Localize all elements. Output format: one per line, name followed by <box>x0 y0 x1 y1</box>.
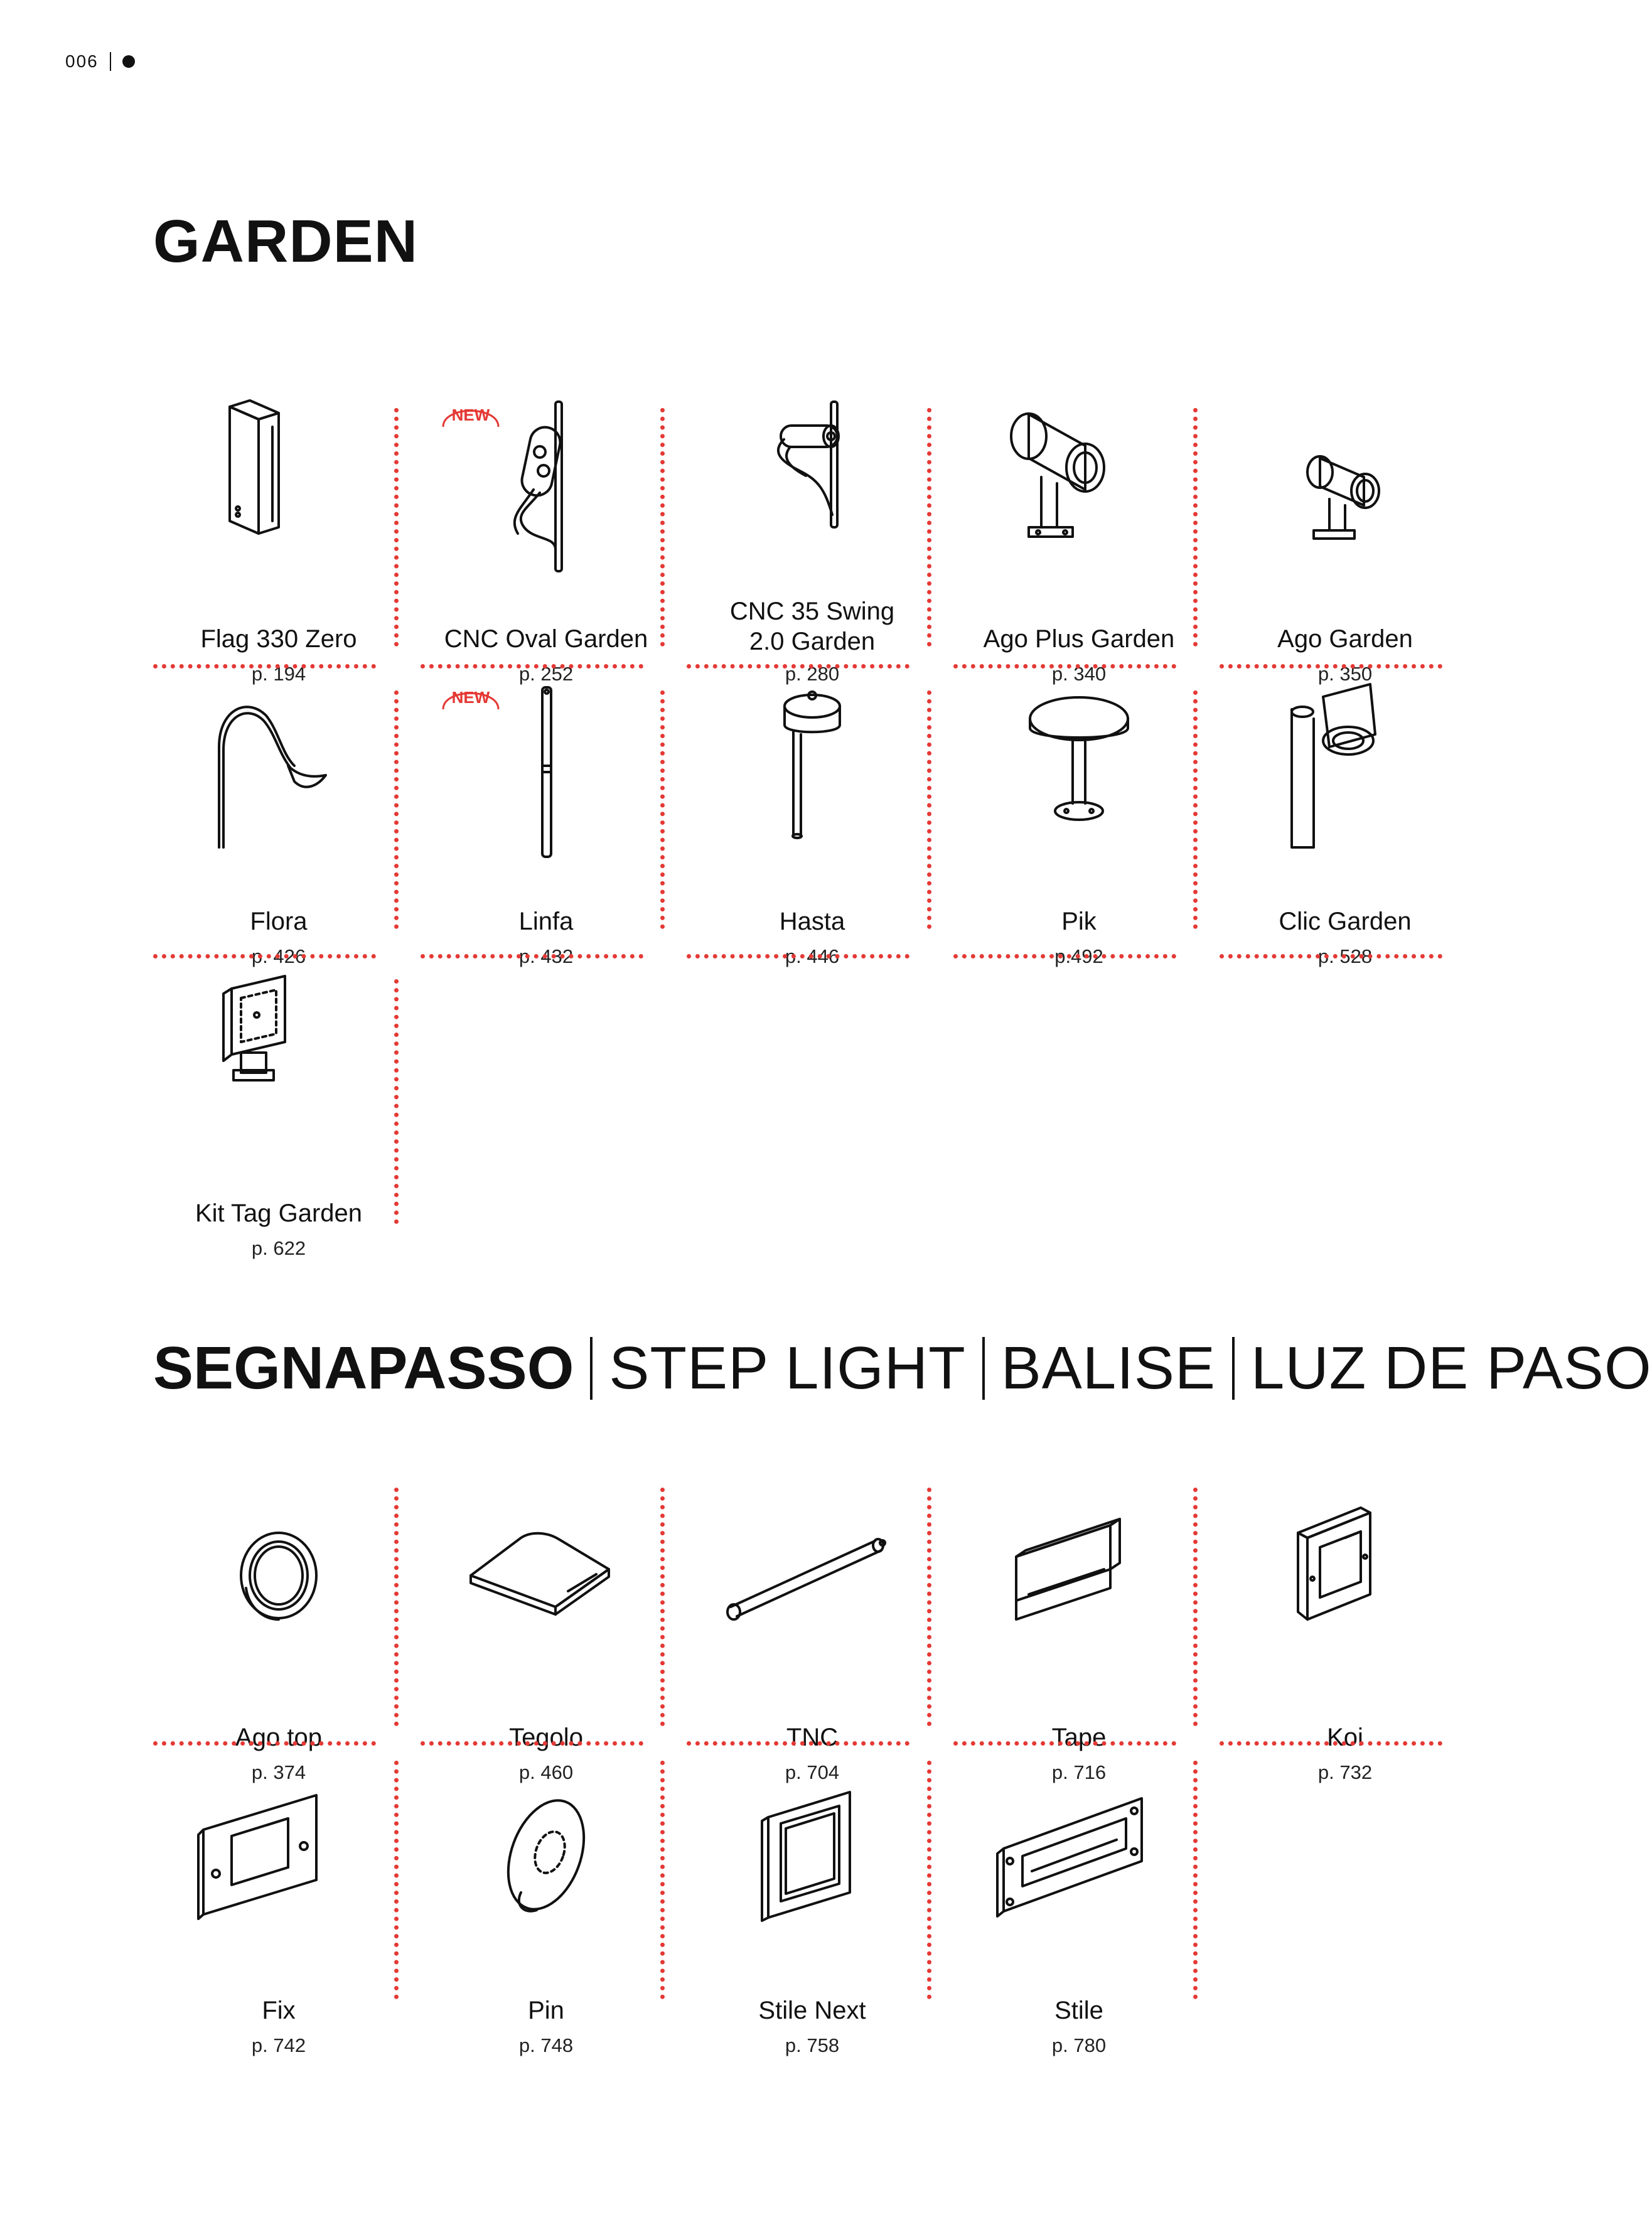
dotted-divider-horizontal <box>953 1741 1176 1746</box>
product-name: Flag 330 Zero <box>200 625 357 653</box>
page-number-divider <box>110 52 111 71</box>
dotted-divider-vertical <box>1193 1761 1198 1999</box>
cylinder-spot-large-icon <box>953 389 1204 577</box>
product-page-ref[interactable]: p. 280 <box>785 663 840 685</box>
product-card[interactable] <box>421 1488 672 1783</box>
product-page-ref[interactable]: p. 446 <box>785 945 840 967</box>
dotted-divider-vertical <box>660 1488 665 1726</box>
product-name: Hasta <box>779 908 845 935</box>
dotted-divider-horizontal <box>153 1741 376 1746</box>
product-card[interactable] <box>153 1488 404 1783</box>
product-page-ref[interactable]: p. 716 <box>1051 1761 1107 1783</box>
product-name: Pik <box>1061 908 1097 935</box>
product-card[interactable] <box>153 1761 404 2056</box>
product-name: Clic Garden <box>1279 908 1412 935</box>
product-page-ref[interactable]: p. 622 <box>251 1237 306 1259</box>
product-name: Koi <box>1327 1724 1363 1751</box>
square-sign-lamp-icon <box>153 964 404 1152</box>
product-page-ref[interactable]: p. 432 <box>518 945 574 967</box>
square-frame-light-icon <box>687 1761 938 1949</box>
dotted-divider-horizontal <box>953 954 1176 958</box>
new-badge <box>439 677 502 714</box>
product-page-ref[interactable]: p. 194 <box>251 663 306 685</box>
cylinder-spot-small-icon <box>1220 389 1471 577</box>
round-recessed-icon <box>153 1488 404 1676</box>
product-page-ref[interactable]: p. 528 <box>1317 945 1373 967</box>
product-card[interactable] <box>687 1761 938 2056</box>
product-card[interactable] <box>953 672 1204 967</box>
product-page-ref[interactable]: p. 340 <box>1051 663 1107 685</box>
dotted-divider-horizontal <box>1220 954 1442 958</box>
product-name: Linfa <box>518 908 574 935</box>
steplight-title-fr: BALISE <box>1000 1334 1216 1402</box>
dotted-divider-vertical <box>660 1761 665 1999</box>
product-card[interactable] <box>1220 389 1471 685</box>
product-page-ref[interactable]: p. 758 <box>785 2034 840 2056</box>
dotted-divider-vertical <box>1193 1488 1198 1726</box>
dotted-divider-vertical <box>394 1761 399 1999</box>
product-card[interactable] <box>153 672 404 967</box>
swing-spike-lamp-icon <box>687 389 938 577</box>
dotted-divider-horizontal <box>421 954 643 958</box>
title-separator <box>590 1337 593 1400</box>
dotted-divider-vertical <box>1193 690 1198 929</box>
flag-lamp-icon <box>153 389 404 577</box>
product-page-ref[interactable]: p. 780 <box>1051 2034 1107 2056</box>
product-card[interactable] <box>421 672 672 967</box>
product-card[interactable] <box>1220 672 1471 967</box>
product-card[interactable] <box>421 1761 672 2056</box>
dotted-divider-vertical <box>394 979 399 1224</box>
product-page-ref[interactable]: p. 426 <box>251 945 306 967</box>
tube-light-icon <box>687 1488 938 1676</box>
product-card[interactable] <box>153 964 404 1259</box>
product-card[interactable] <box>1220 1488 1471 1783</box>
garden-section-title: GARDEN <box>153 208 419 275</box>
dotted-divider-vertical <box>394 1488 399 1726</box>
dotted-divider-vertical <box>927 690 931 929</box>
dotted-divider-horizontal <box>687 1741 909 1746</box>
product-page-ref[interactable]: p. 460 <box>518 1761 574 1783</box>
product-name: CNC Oval Garden <box>444 625 648 653</box>
dotted-divider-vertical <box>927 1488 931 1726</box>
new-badge-text: NEW <box>451 688 490 707</box>
dotted-divider-vertical <box>927 408 931 647</box>
title-separator <box>1232 1337 1235 1400</box>
product-page-ref[interactable]: p. 748 <box>518 2034 574 2056</box>
dotted-divider-vertical <box>394 408 399 647</box>
dotted-divider-horizontal <box>421 664 643 668</box>
dotted-divider-vertical <box>1193 408 1198 647</box>
product-card[interactable] <box>153 389 404 685</box>
product-name: Ago top <box>235 1724 322 1751</box>
title-separator <box>982 1337 985 1400</box>
product-card[interactable] <box>953 389 1204 685</box>
dotted-divider-horizontal <box>153 954 376 958</box>
product-page-ref[interactable]: p. 252 <box>518 663 574 685</box>
dotted-divider-vertical <box>660 408 665 647</box>
tape-wall-light-icon <box>953 1488 1204 1676</box>
product-name: Tegolo <box>509 1724 583 1751</box>
mushroom-lamp-icon <box>953 672 1204 860</box>
dotted-divider-horizontal <box>687 664 909 668</box>
product-page-ref[interactable]: p. 732 <box>1317 1761 1373 1783</box>
product-card[interactable] <box>687 672 938 967</box>
product-card[interactable] <box>687 1488 938 1783</box>
dotted-divider-horizontal <box>1220 1741 1442 1746</box>
product-card[interactable] <box>421 389 672 685</box>
steplight-title-es: LUZ DE PASO <box>1250 1334 1652 1402</box>
round-plate-light-icon <box>421 1761 672 1949</box>
product-name: Stile Next <box>758 1997 866 2024</box>
product-card[interactable] <box>953 1488 1204 1783</box>
dotted-divider-horizontal <box>153 664 376 668</box>
bollard-spot-icon <box>1220 672 1471 860</box>
dotted-divider-horizontal <box>953 664 1176 668</box>
long-frame-light-icon <box>953 1761 1204 1949</box>
disc-head-pole-icon <box>687 672 938 860</box>
page-marker-dot-icon <box>122 55 135 68</box>
product-card[interactable] <box>953 1761 1204 2056</box>
product-name: Tape <box>1051 1724 1107 1751</box>
page-number <box>65 51 135 72</box>
product-page-ref[interactable]: p. 742 <box>251 2034 306 2056</box>
new-badge <box>439 394 502 432</box>
dotted-divider-vertical <box>660 690 665 929</box>
dotted-divider-horizontal <box>421 1741 643 1746</box>
dotted-divider-vertical <box>394 690 399 929</box>
product-page-ref[interactable]: p. 374 <box>251 1761 306 1783</box>
product-page-ref[interactable]: p.492 <box>1054 945 1103 967</box>
product-name: Kit Tag Garden <box>195 1200 363 1227</box>
wedge-light-icon <box>421 1488 672 1676</box>
product-name: Pin <box>528 1997 564 2024</box>
product-page-ref[interactable]: p. 350 <box>1317 663 1373 685</box>
curved-arm-lamp-icon <box>153 672 404 860</box>
product-name: Ago Garden <box>1277 625 1413 653</box>
product-name: Ago Plus Garden <box>983 625 1175 653</box>
rectangular-plate-light-icon <box>153 1761 404 1949</box>
product-name: Fix <box>262 1997 296 2024</box>
product-name: Flora <box>250 908 308 935</box>
product-card[interactable] <box>687 389 938 685</box>
dotted-divider-horizontal <box>1220 664 1442 668</box>
steplight-title-en: STEP LIGHT <box>609 1334 966 1402</box>
new-badge-text: NEW <box>451 405 490 424</box>
page-number-text: 006 <box>65 51 99 71</box>
steplight-section-title <box>153 1334 1652 1403</box>
product-name: CNC 35 Swing 2.0 Garden <box>729 598 895 655</box>
square-box-light-icon <box>1220 1488 1471 1676</box>
product-name: Stile <box>1054 1997 1103 2024</box>
product-name: TNC <box>786 1724 839 1751</box>
steplight-title-bold: SEGNAPASSO <box>153 1334 574 1402</box>
product-page-ref[interactable]: p. 704 <box>785 1761 840 1783</box>
dotted-divider-horizontal <box>687 954 909 958</box>
dotted-divider-vertical <box>927 1761 931 1999</box>
